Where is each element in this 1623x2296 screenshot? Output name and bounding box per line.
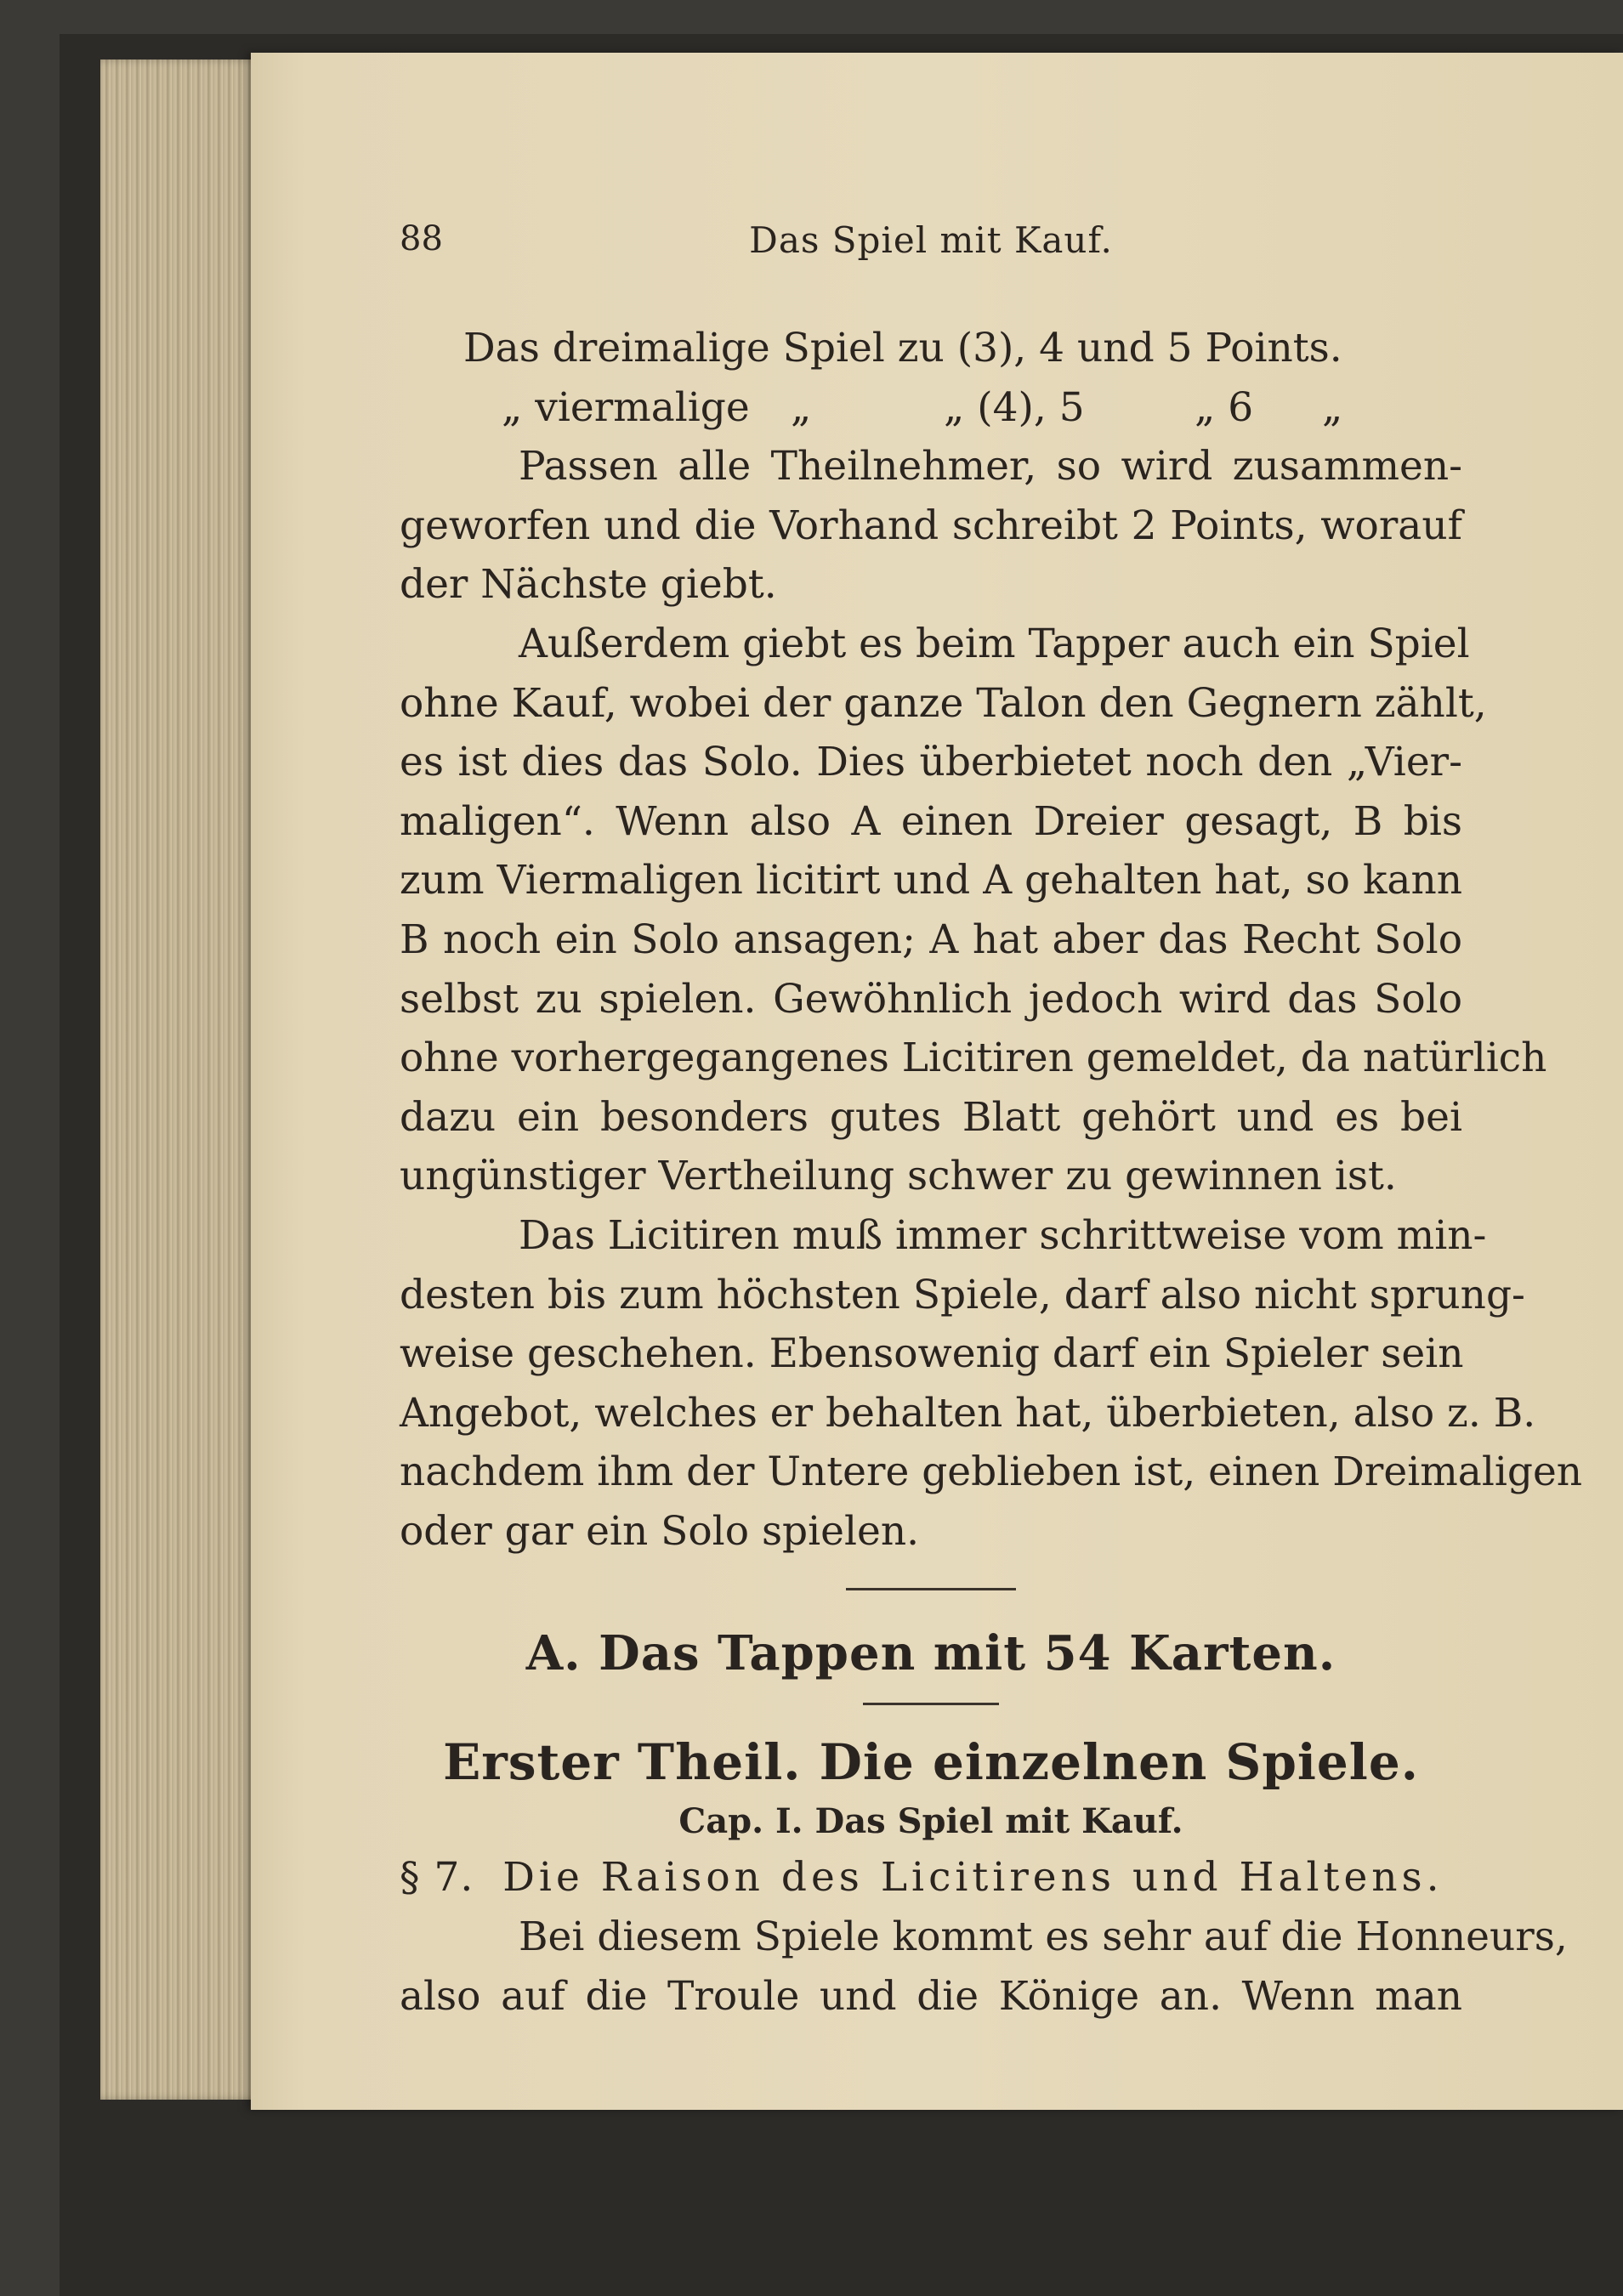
- section-heading: A. Das Tappen mit 54 Karten.: [525, 1625, 1336, 1682]
- text-line: Das dreimalige Spiel zu (3), 4 und 5 Points.: [463, 325, 1342, 371]
- text-line: Angebot, welches er behalten hat, überbieten, also z. B.: [400, 1389, 1536, 1437]
- text-line: Passen alle Theilnehmer, so wird zusammen-: [519, 443, 1462, 490]
- text-line: Das Licitiren muß immer schrittweise vom min-: [519, 1211, 1487, 1259]
- page-body: [400, 319, 1583, 2027]
- text-line: zum Viermaligen licitirt und A gehalten hat, so kann: [400, 857, 1462, 904]
- text-line: Außerdem giebt es beim Tapper auch ein Spiel: [519, 620, 1470, 667]
- text-line: nachdem ihm der Untere geblieben ist, einen Dreimaligen: [400, 1448, 1583, 1496]
- text-line: oder gar ein Solo spielen.: [400, 1507, 920, 1555]
- page-header: [400, 219, 1462, 270]
- part-divider: [863, 1703, 999, 1705]
- paragraph-number: § 7.: [400, 1854, 474, 1902]
- text-line: B noch ein Solo ansagen; A hat aber das Recht Solo: [400, 916, 1462, 963]
- text-line: weise geschehen. Ebensowenig darf ein Spieler sein: [400, 1330, 1464, 1378]
- running-title: Das Spiel mit Kauf.: [749, 219, 1113, 261]
- ditto-mark: „ viermalige: [502, 383, 750, 431]
- paragraph-2: [400, 615, 1547, 1206]
- text-line: ohne vorhergegangenes Licitiren gemeldet, da natürlich: [400, 1035, 1547, 1082]
- chapter-heading: Cap. I. Das Spiel mit Kauf.: [678, 1801, 1183, 1842]
- paragraph-1: [400, 437, 1462, 615]
- text-line: desten bis zum höchsten Spiele, darf also nicht sprung-: [400, 1271, 1525, 1318]
- text-line: dazu ein besonders gutes Blatt gehört und es bei: [400, 1093, 1462, 1141]
- paragraph-4: [400, 1908, 1568, 2026]
- section-divider: [846, 1588, 1016, 1590]
- ditto-mark: „ 6: [1195, 383, 1254, 431]
- text-line: ungünstiger Vertheilung schwer zu gewinnen ist.: [400, 1153, 1397, 1200]
- text-line: der Nächste giebt.: [400, 561, 777, 609]
- text-line: maligen“. Wenn also A einen Dreier gesagt, B bis: [400, 797, 1462, 845]
- text-line: es ist dies das Solo. Dies überbietet noch den „Vier-: [400, 739, 1462, 786]
- text-line: geworfen und die Vorhand schreibt 2 Points, worauf: [400, 502, 1462, 549]
- text-line: also auf die Troule und die Könige an. Wenn man: [400, 1973, 1462, 2021]
- page-number: 88: [400, 219, 443, 258]
- ditto-mark: „: [791, 383, 812, 431]
- paragraph-title: Die Raison des Licitirens und Haltens.: [502, 1854, 1444, 1902]
- ditto-line: [400, 378, 1462, 438]
- text-line: ohne Kauf, wobei der ganze Talon den Gegnern zählt,: [400, 679, 1487, 727]
- ditto-mark: „ (4), 5: [944, 383, 1085, 431]
- ditto-mark: „: [1322, 383, 1343, 431]
- text-line: Bei diesem Spiele kommt es sehr auf die Honneurs,: [519, 1913, 1568, 1961]
- paragraph-heading: [400, 1848, 1462, 1908]
- part-heading: Erster Theil. Die einzelnen Spiele.: [443, 1733, 1419, 1792]
- paragraph-3: [400, 1206, 1583, 1562]
- page-edges: [100, 60, 262, 2100]
- text-line: selbst zu spielen. Gewöhnlich jedoch wird das Solo: [400, 975, 1462, 1023]
